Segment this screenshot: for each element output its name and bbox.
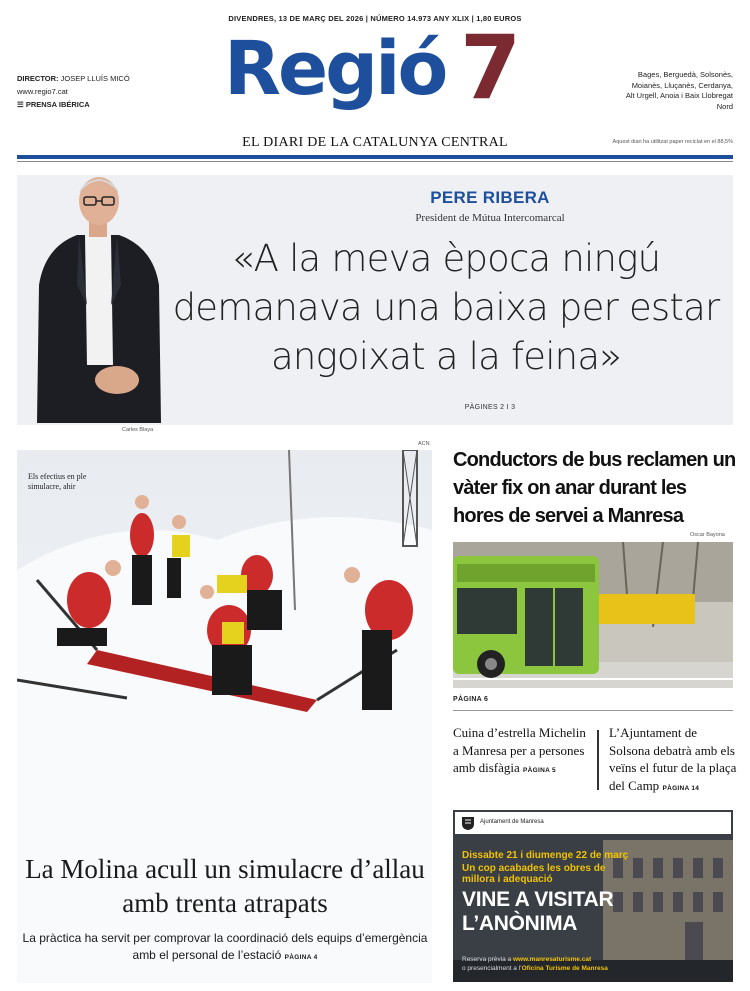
photo-caption: Els efectius en ple simulacre, ahir bbox=[28, 472, 87, 491]
bus-headline[interactable]: Conductors de bus reclamen un vàter fix on anar durant les hores de servei a Manresa bbox=[453, 449, 736, 527]
divider bbox=[453, 710, 733, 711]
ad-title[interactable]: VINE A VISITAR L’ANÒNIMA bbox=[462, 888, 614, 935]
ad-footer-url[interactable]: www.manresaturisme.cat bbox=[512, 956, 592, 963]
brief-page-ref: PÀGINA 5 bbox=[523, 767, 556, 774]
logo-word: Regió bbox=[224, 26, 446, 112]
interview-role: President de Mútua Intercomarcal bbox=[415, 212, 565, 224]
audit-note: Aquest diari ha utilitzat paper reciclat en el 88,5% bbox=[612, 139, 733, 145]
brief-item[interactable] bbox=[453, 724, 588, 780]
group-name: PRENSA IBÉRICA bbox=[25, 100, 90, 109]
regions-list: Bages, Berguedà, Solsonès, Moianès, Lluçanès, Cerdanya, Alt Urgell, Anoia i Baix Llobregat Nord bbox=[625, 70, 733, 111]
divider bbox=[597, 730, 599, 790]
brief-item[interactable] bbox=[609, 724, 737, 797]
logo-number: 7 bbox=[460, 16, 522, 119]
interview-portrait bbox=[27, 175, 167, 423]
interview-quote-headline[interactable]: «A la meva època ningú demanava una baixa per estar angoixat a la feina» bbox=[172, 237, 720, 378]
photo-credit: Oscar Bayona bbox=[690, 532, 725, 538]
ad-organization: Ajuntament de Manresa bbox=[480, 819, 544, 825]
brief-page-ref: PÀGINA 14 bbox=[662, 784, 700, 792]
ad-footer bbox=[462, 955, 662, 973]
director-label: DIRECTOR: bbox=[17, 74, 59, 83]
director-name: JOSEP LLUÍS MICÓ bbox=[60, 74, 130, 83]
brief-text: L’Ajuntament de Solsona debatrà amb els veïns el futur de la plaça del Camp bbox=[609, 725, 737, 793]
masthead-left-info bbox=[17, 72, 130, 111]
website-link[interactable]: www.regio7.cat bbox=[17, 87, 68, 96]
ad-footer-prefix: Reserva prèvia a bbox=[462, 956, 512, 963]
bus-image bbox=[453, 542, 733, 688]
main-subhead bbox=[20, 930, 430, 966]
prensa-iberica-icon: ☰ bbox=[17, 100, 24, 109]
tagline: EL DIARI DE LA CATALUNYA CENTRAL bbox=[242, 135, 508, 150]
photo-credit: Carles Blaya bbox=[122, 427, 154, 433]
ad-footer-mid: o presencialment a l’ bbox=[462, 965, 522, 972]
ad-footer-office: Oficina Turisme de Manresa bbox=[521, 965, 608, 972]
ajuntament-shield-icon bbox=[460, 815, 476, 831]
masthead-rule bbox=[17, 155, 733, 159]
bus-page-ref: PÀGINA 6 bbox=[453, 696, 489, 703]
ad-copy: Un cop acabades les obres de millora i adequació bbox=[462, 863, 606, 885]
interview-page-ref: PÀGINES 2 I 3 bbox=[464, 404, 516, 411]
brief-text: Cuina d’estrella Michelin a Manresa per a persones amb disfàgia bbox=[453, 725, 586, 775]
main-headline[interactable]: La Molina acull un simulacre d’allau amb trenta atrapats bbox=[25, 854, 425, 918]
masthead-rule-thin bbox=[17, 161, 733, 162]
interview-name[interactable]: PERE RIBERA bbox=[430, 188, 550, 207]
main-subhead-text: La pràctica ha servit per comprovar la coordinació dels equips d’emergència amb el personal de l’estació bbox=[22, 931, 428, 962]
dateline: DIVENDRES, 13 DE MARÇ DEL 2026 | NÚMERO 14.973 ANY XLIX | 1,80 EUROS bbox=[228, 14, 522, 23]
bus-photo[interactable] bbox=[453, 542, 733, 688]
photo-credit: ACN bbox=[418, 441, 430, 447]
ad-date: Dissabte 21 i diumenge 22 de març bbox=[462, 850, 629, 861]
main-page-ref: PÀGINA 4 bbox=[284, 954, 318, 961]
